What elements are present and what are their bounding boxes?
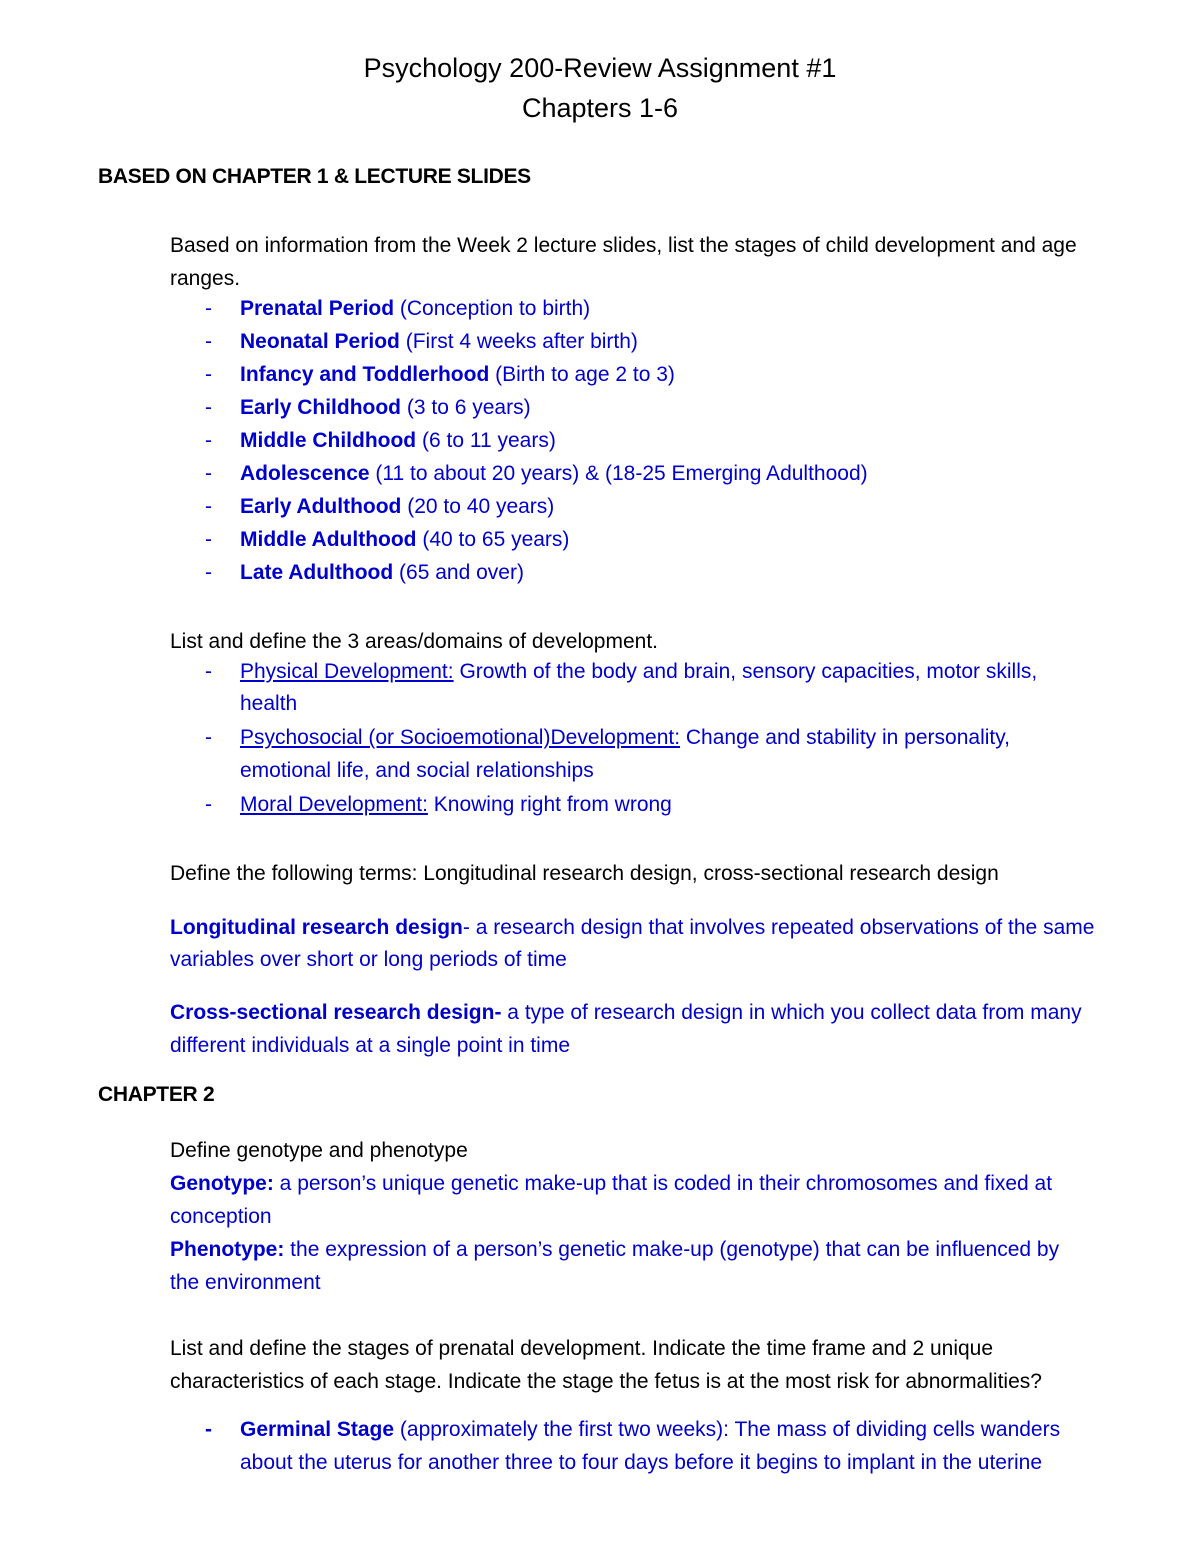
- stage-item: [240, 495, 554, 519]
- list-dash: -: [205, 726, 212, 749]
- domain-definition: Growth of the body and brain, sensory capacities, motor skills,: [453, 660, 1038, 683]
- list-dash: -: [205, 495, 212, 518]
- stage-item: [240, 396, 531, 420]
- phenotype-term: Phenotype:: [170, 1238, 285, 1261]
- phenotype-definition-continued: the environment: [170, 1271, 321, 1294]
- question-stages-line-1: Based on information from the Week 2 lecture slides, list the stages of child development and age: [170, 234, 1077, 257]
- phenotype-answer: [170, 1233, 1059, 1266]
- stage-name: Early Childhood: [240, 396, 402, 419]
- stage-name: Infancy and Toddlerhood: [240, 363, 490, 386]
- list-dash: -: [205, 793, 212, 816]
- genotype-definition: a person’s unique genetic make-up that is coded in their chromosomes and fixed at: [273, 1172, 1053, 1195]
- longitudinal-definition-continued: variables over short or long periods of time: [170, 948, 567, 971]
- stage-name: Late Adulthood: [240, 561, 394, 584]
- genotype-answer: [170, 1167, 1052, 1200]
- genotype-term: Genotype:: [170, 1172, 274, 1195]
- stage-item: [240, 363, 675, 387]
- stage-name: Middle Adulthood: [240, 528, 417, 551]
- stage-item: [240, 528, 569, 552]
- list-dash: -: [205, 429, 212, 452]
- section-heading-chapter-1: BASED ON CHAPTER 1 & LECTURE SLIDES: [98, 165, 531, 188]
- domain-definition: Change and stability in personality,: [680, 726, 1011, 749]
- domain-term: Physical Development:: [240, 660, 454, 683]
- list-dash: -: [205, 528, 212, 551]
- question-stages-line-2: ranges.: [170, 267, 241, 290]
- domain-term: Moral Development:: [240, 793, 428, 816]
- cross-sectional-answer: [170, 996, 1082, 1029]
- domain-item: [240, 793, 672, 817]
- stage-range: (3 to 6 years): [401, 396, 531, 419]
- section-heading-chapter-2: CHAPTER 2: [98, 1083, 215, 1106]
- stage-item: [240, 462, 868, 486]
- phenotype-definition: the expression of a person’s genetic make-up (genotype) that can be influenced by: [284, 1238, 1060, 1261]
- domain-item: [240, 726, 1010, 750]
- longitudinal-answer: [170, 911, 1094, 944]
- stage-range: (Birth to age 2 to 3): [489, 363, 675, 386]
- stage-item: [240, 429, 556, 453]
- domain-definition-continued: emotional life, and social relationships: [240, 759, 594, 782]
- list-dash: -: [205, 1418, 212, 1441]
- stage-range: (65 and over): [393, 561, 524, 584]
- prenatal-stage-definition: (approximately the first two weeks): The mass of dividing cells wanders: [394, 1418, 1061, 1441]
- question-prenatal-line-1: List and define the stages of prenatal development. Indicate the time frame and 2 unique: [170, 1337, 994, 1360]
- list-dash: -: [205, 561, 212, 584]
- cross-sectional-term: Cross-sectional research design-: [170, 1001, 502, 1024]
- question-genotype-phenotype: Define genotype and phenotype: [170, 1139, 468, 1162]
- genotype-definition-continued: conception: [170, 1205, 272, 1228]
- question-prenatal-line-2: characteristics of each stage. Indicate the stage the fetus is at the most risk for abnormalities?: [170, 1370, 1042, 1393]
- stage-name: Middle Childhood: [240, 429, 417, 452]
- stage-name: Neonatal Period: [240, 330, 400, 353]
- domain-definition-continued: health: [240, 692, 298, 715]
- stage-name: Early Adulthood: [240, 495, 402, 518]
- document-title: Psychology 200-Review Assignment #1: [363, 53, 837, 83]
- prenatal-stage-item: [240, 1418, 1060, 1442]
- prenatal-stage-name: Germinal Stage: [240, 1418, 395, 1441]
- question-domains: List and define the 3 areas/domains of development.: [170, 630, 658, 653]
- stage-range: (Conception to birth): [394, 297, 591, 320]
- stage-name: Adolescence: [240, 462, 370, 485]
- domain-term: Psychosocial (or Socioemotional)Development:: [240, 726, 681, 749]
- longitudinal-definition: - a research design that involves repeated observations of the same: [462, 916, 1095, 939]
- list-dash: -: [205, 396, 212, 419]
- list-dash: -: [205, 660, 212, 683]
- list-dash: -: [205, 297, 212, 320]
- stage-range: (40 to 65 years): [416, 528, 570, 551]
- prenatal-stage-definition-continued: about the uterus for another three to four days before it begins to implant in the uterine: [240, 1451, 1042, 1474]
- stage-range: (First 4 weeks after birth): [399, 330, 638, 353]
- stage-range: (20 to 40 years): [401, 495, 555, 518]
- list-dash: -: [205, 330, 212, 353]
- domain-definition: Knowing right from wrong: [427, 793, 672, 816]
- list-dash: -: [205, 462, 212, 485]
- domain-item: [240, 660, 1037, 684]
- cross-sectional-definition: a type of research design in which you collect data from many: [501, 1001, 1082, 1024]
- list-dash: -: [205, 363, 212, 386]
- stage-item: [240, 330, 638, 354]
- stage-item: [240, 297, 590, 321]
- question-research-designs: Define the following terms: Longitudinal research design, cross-sectional research design: [170, 862, 999, 885]
- stage-range: (6 to 11 years): [416, 429, 556, 452]
- document-subtitle: Chapters 1-6: [521, 93, 679, 123]
- stage-range: (11 to about 20 years) & (18-25 Emerging Adulthood): [369, 462, 868, 485]
- stage-name: Prenatal Period: [240, 297, 395, 320]
- cross-sectional-definition-continued: different individuals at a single point in time: [170, 1034, 571, 1057]
- stage-item: [240, 561, 524, 585]
- longitudinal-term: Longitudinal research design: [170, 916, 463, 939]
